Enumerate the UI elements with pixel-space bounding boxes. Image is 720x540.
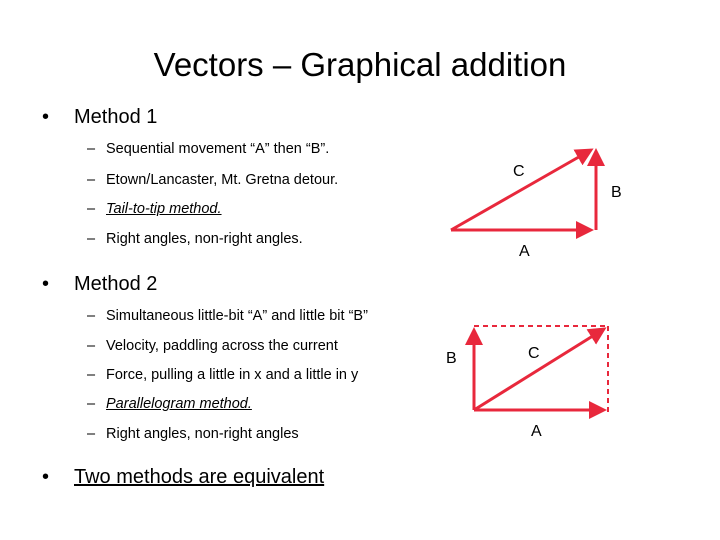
method1-item-tail-to-tip: Tail-to-tip method. — [106, 201, 222, 217]
method2-item-parallelogram: Parallelogram method. — [106, 396, 252, 412]
method2-item-angles: Right angles, non-right angles — [106, 426, 299, 442]
method1-item-sequential: Sequential movement “A” then “B”. — [106, 141, 330, 157]
dash-marker: – — [87, 367, 96, 383]
bullet-marker: • — [42, 106, 50, 128]
dash-marker: – — [87, 141, 96, 157]
method1-item-angles: Right angles, non-right angles. — [106, 231, 303, 247]
method2-heading: Method 2 — [74, 273, 158, 295]
dash-marker: – — [87, 231, 96, 247]
dash-marker: – — [87, 201, 96, 217]
dash-marker: – — [87, 338, 96, 354]
parallelogram-diagram — [474, 326, 608, 412]
diagram1-label-b: B — [611, 184, 622, 201]
dash-marker: – — [87, 396, 96, 412]
bullet-marker: • — [42, 466, 50, 488]
method2-item-simultaneous: Simultaneous little-bit “A” and little bit “B” — [106, 308, 368, 324]
method2-item-velocity: Velocity, paddling across the current — [106, 338, 338, 354]
dash-marker: – — [87, 426, 96, 442]
diagram2-label-b: B — [446, 350, 457, 367]
bullet-marker: • — [42, 273, 50, 295]
conclusion-text: Two methods are equivalent — [74, 466, 325, 488]
method2-item-force: Force, pulling a little in x and a little in y — [106, 367, 359, 383]
diagram2-label-c: C — [528, 345, 540, 362]
diagram2-label-a: A — [531, 423, 542, 440]
vector-c-arrow — [451, 150, 591, 230]
dash-marker: – — [87, 308, 96, 324]
tail-to-tip-diagram — [451, 150, 596, 230]
diagram1-label-c: C — [513, 163, 525, 180]
diagram1-label-a: A — [519, 243, 530, 260]
slide-title: Vectors – Graphical addition — [153, 46, 567, 83]
method1-heading: Method 1 — [74, 106, 158, 128]
dash-marker: – — [87, 172, 96, 188]
method1-item-detour: Etown/Lancaster, Mt. Gretna detour. — [106, 172, 339, 188]
vector-c-arrow — [474, 329, 604, 410]
